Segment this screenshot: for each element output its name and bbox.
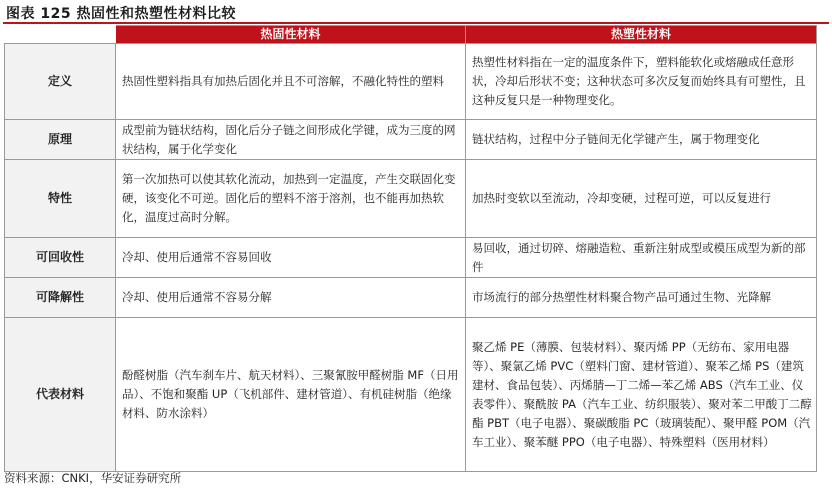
column-header-thermoset: 热固性材料 bbox=[116, 26, 466, 44]
table-row-representative-materials bbox=[5, 318, 817, 472]
table-header-row bbox=[5, 26, 817, 44]
table-row-recyclability bbox=[5, 238, 817, 278]
source-note: 资料来源：CNKI，华安证券研究所 bbox=[4, 471, 182, 485]
row-label: 可降解性 bbox=[5, 278, 116, 318]
table-row-principle bbox=[5, 120, 817, 160]
title-divider bbox=[3, 22, 829, 24]
table-row-properties bbox=[5, 160, 817, 238]
thermoset-cell: 酚醛树脂（汽车刹车片、航天材料）、三聚氰胺甲醛树脂 MF（日用品）、不饱和聚酯 UP（飞机部件、建材管道）、有机硅树脂（绝缘材料、防水涂料） bbox=[116, 318, 466, 472]
thermoplastic-cell: 聚乙烯 PE（薄膜、包装材料）、聚丙烯 PP（无纺布、家用电器等）、聚氯乙烯 PVC（塑料门窗、建材管道）、聚苯乙烯 PS（建筑建材、食品包装）、丙烯腈—丁二烯—苯乙烯 ABS（汽车工业、仪表零件）、聚酰胺 PA（汽车工业、纺织服装）、聚对苯二甲酸丁二醇酯 PBT（电子电器）、聚碳酸脂 PC（玻璃装配）、聚甲醛 POM（汽车工业）、聚苯醚 PPO（电子电器）、特殊塑料（医用材料） bbox=[466, 318, 817, 472]
column-header-thermoplastic: 热塑性材料 bbox=[466, 26, 817, 44]
row-label: 可回收性 bbox=[5, 238, 116, 278]
row-label: 定义 bbox=[5, 44, 116, 120]
row-label: 代表材料 bbox=[5, 318, 116, 472]
thermoplastic-cell: 链状结构，过程中分子链间无化学键产生，属于物理变化 bbox=[466, 120, 817, 160]
thermoplastic-cell: 热塑性材料指在一定的温度条件下，塑料能软化或熔融成任意形状，冷却后形状不变；这种状态可多次反复而始终具有可塑性，且这种反复只是一种物理变化。 bbox=[466, 44, 817, 120]
comparison-table bbox=[4, 25, 817, 472]
thermoset-cell: 冷却、使用后通常不容易回收 bbox=[116, 238, 466, 278]
thermoplastic-cell: 市场流行的部分热塑性材料聚合物产品可通过生物、光降解 bbox=[466, 278, 817, 318]
thermoset-cell: 热固性塑料指具有加热后固化并且不可溶解，不融化特性的塑料 bbox=[116, 44, 466, 120]
thermoset-cell: 第一次加热可以使其软化流动，加热到一定温度，产生交联固化变硬，该变化不可逆。固化后的塑料不溶于溶剂，也不能再加热软化，温度过高时分解。 bbox=[116, 160, 466, 238]
figure-title: 图表 125 热固性和热塑性材料比较 bbox=[6, 6, 236, 22]
table-row-degradability bbox=[5, 278, 817, 318]
row-label: 特性 bbox=[5, 160, 116, 238]
thermoplastic-cell: 易回收，通过切碎、熔融造粒、重新注射成型或模压成型为新的部件 bbox=[466, 238, 817, 278]
thermoplastic-cell: 加热时变软以至流动，冷却变硬，过程可逆，可以反复进行 bbox=[466, 160, 817, 238]
row-label: 原理 bbox=[5, 120, 116, 160]
thermoset-cell: 成型前为链状结构，固化后分子链之间形成化学键，成为三度的网状结构，属于化学变化 bbox=[116, 120, 466, 160]
table-row-definition bbox=[5, 44, 817, 120]
thermoset-cell: 冷却、使用后通常不容易分解 bbox=[116, 278, 466, 318]
header-corner bbox=[5, 26, 116, 44]
